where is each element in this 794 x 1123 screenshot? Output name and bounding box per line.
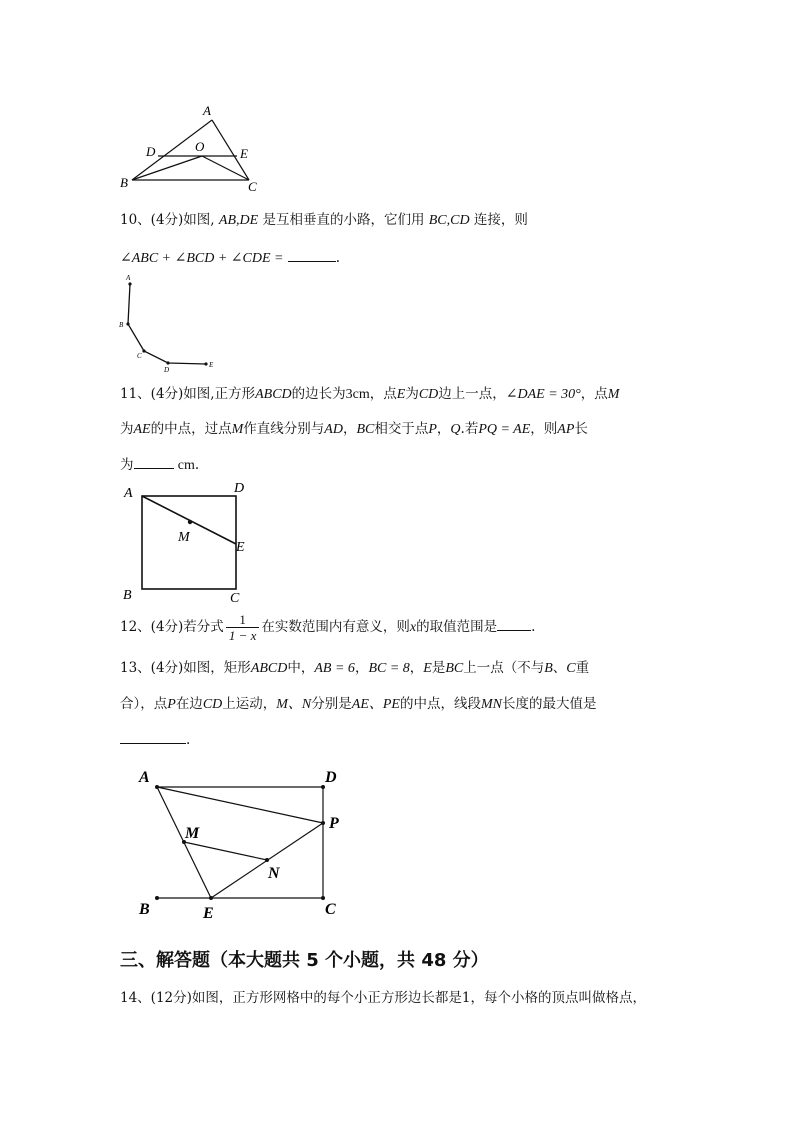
label-d: D	[164, 366, 170, 374]
label-b: B	[120, 175, 128, 190]
label-a: A	[124, 486, 133, 501]
label-e: E	[236, 540, 245, 555]
label-c: C	[137, 352, 142, 360]
q14-line: 14、(12分)如图，正方形网格中的每个小正方形边长都是1，每个小格的顶点叫做格点，	[120, 990, 646, 1006]
label-d: D	[325, 769, 337, 786]
label-a: A	[126, 274, 131, 282]
figure-square-abcd	[118, 478, 258, 608]
label-o: O	[195, 139, 205, 154]
q10-line1: 10、(4分)如图, AB,DE 是互相垂直的小路，它们用 BC,CD 连接，则	[120, 212, 528, 228]
label-p: P	[329, 815, 339, 832]
q13-line1: 13、(4分)如图，矩形ABCD中，AB = 6，BC = 8，E是BC上一点（不与B、C重	[120, 660, 590, 676]
answer-blank	[120, 731, 186, 744]
q11-line2: 为AE的中点，过点M作直线分别与AD，BC相交于点P，Q.若PQ = AE，则AP长	[120, 421, 588, 437]
q12-line: 12、(4分)若分式 $\frac{1}{1 - x}$ 在实数范围内有意义，则x的取值范围是 .	[120, 612, 536, 643]
figure-rectangle-abcd	[130, 762, 360, 927]
label-m: M	[178, 530, 190, 545]
label-b: B	[119, 321, 124, 329]
label-a: A	[139, 769, 150, 786]
label-a: A	[203, 103, 211, 118]
figure-path-abcde	[116, 272, 226, 376]
label-m: M	[185, 825, 200, 842]
label-e: E	[209, 361, 214, 369]
label-c: C	[230, 591, 240, 606]
label-b: B	[139, 901, 150, 918]
label-e: E	[240, 146, 248, 161]
label-c: C	[325, 901, 336, 918]
label-d: D	[234, 481, 245, 496]
section-heading: 三、解答题（本大题共 5 个小题，共 48 分）	[120, 950, 489, 971]
label-n: N	[268, 865, 280, 882]
answer-blank	[497, 618, 531, 631]
q11-line1: 11、(4分)如图,正方形ABCD的边长为3cm，点E为CD边上一点，∠DAE = 30°，点M	[120, 386, 620, 402]
label-b: B	[123, 588, 132, 603]
label-c: C	[248, 179, 257, 194]
label-e: E	[203, 905, 214, 922]
label-d: D	[146, 144, 156, 159]
q13-line3: .	[120, 730, 190, 750]
q11-line3: 为 cm.	[120, 457, 200, 473]
answer-blank	[134, 456, 174, 469]
q13-line2: 合），点P在边CD上运动，M、N分别是AE、PE的中点，线段MN长度的最大值是	[120, 696, 597, 712]
q10-line2: ∠ABC + ∠BCD + ∠CDE = .	[120, 250, 341, 266]
answer-blank	[288, 249, 336, 262]
fraction: $\frac{1}{1 - x}$	[226, 612, 260, 643]
figure-triangle-doe	[112, 100, 272, 195]
